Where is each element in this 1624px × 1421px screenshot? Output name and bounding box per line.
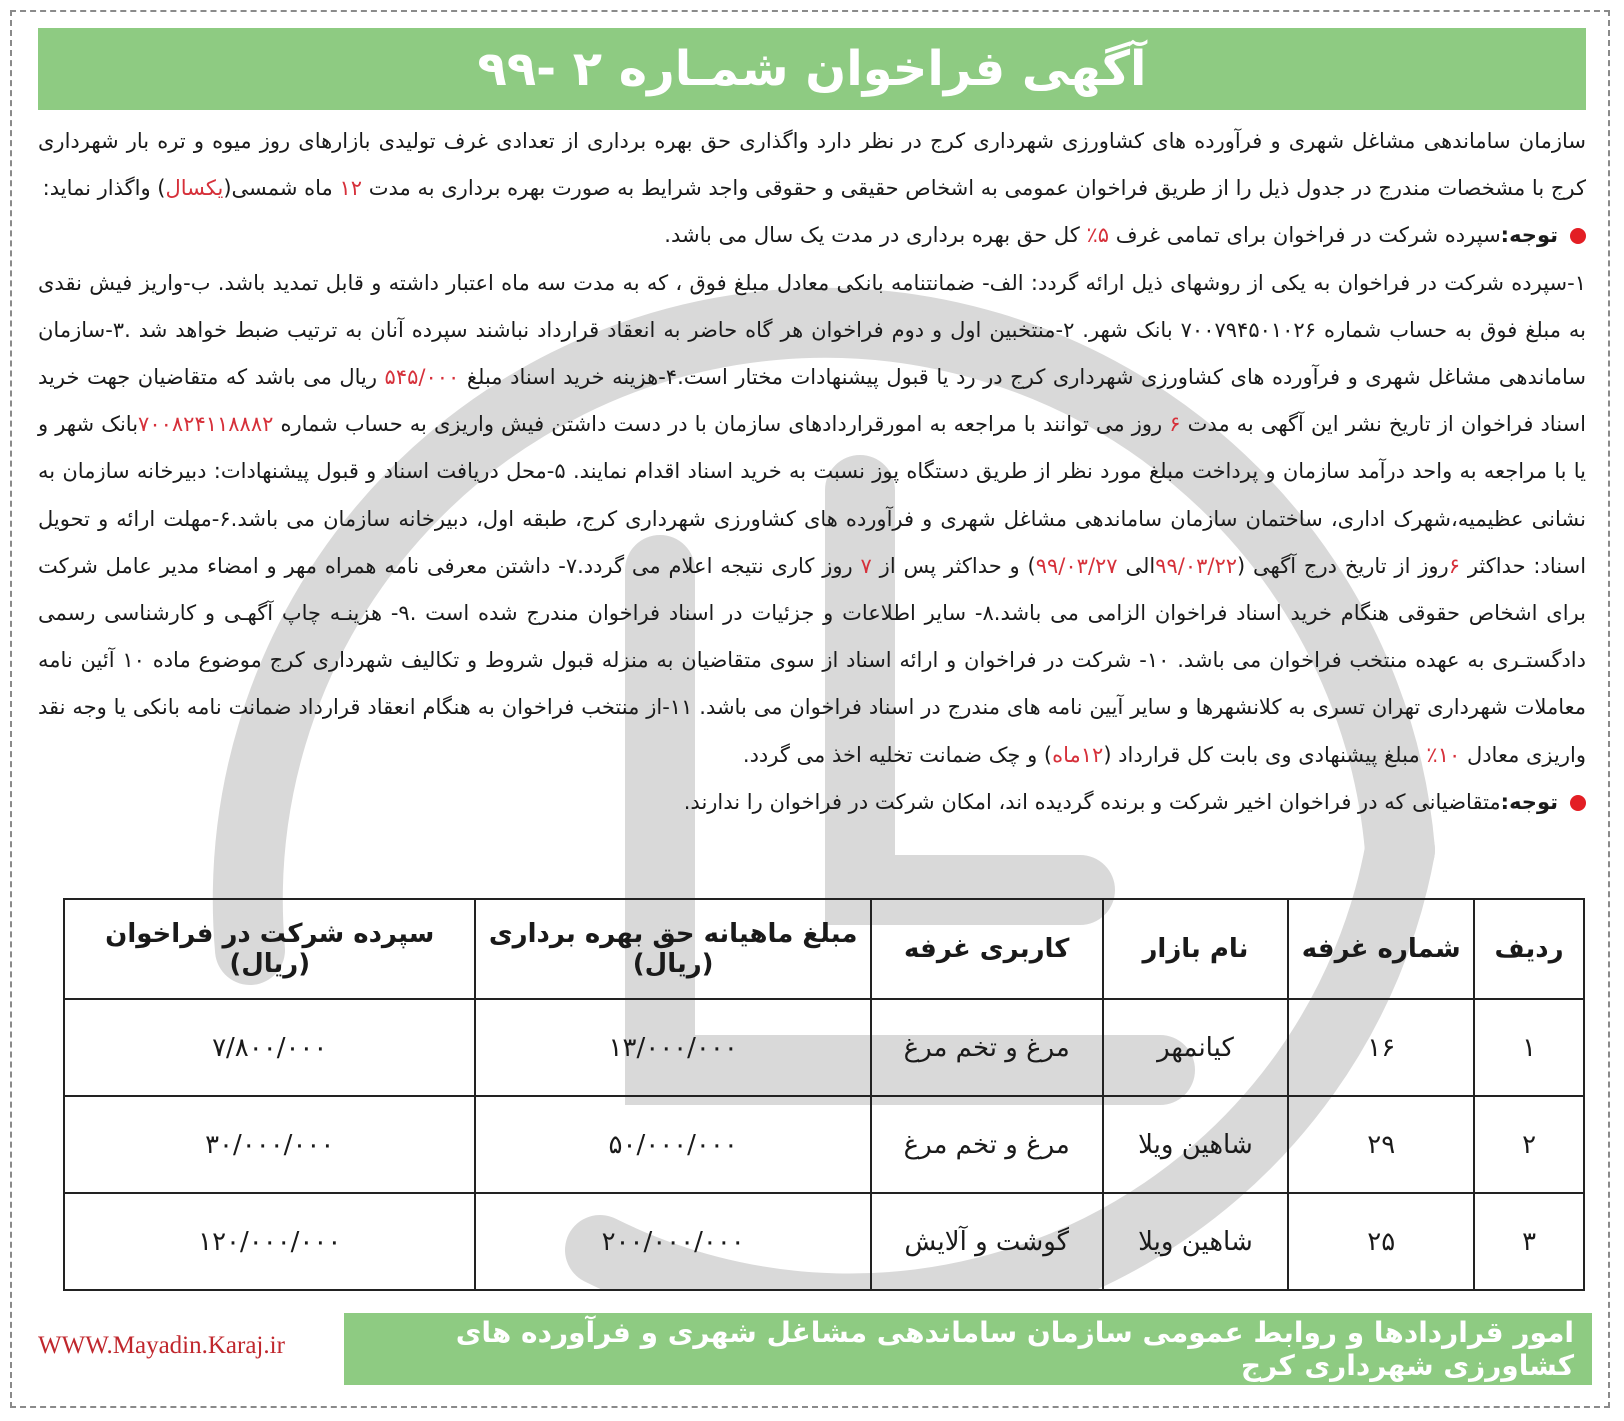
website-link[interactable]: WWW.Mayadin.Karaj.ir xyxy=(38,1332,285,1359)
intro-text-3: ) واگذار نماید: xyxy=(42,176,166,201)
cell-deposit: ۷/۸۰۰/۰۰۰ xyxy=(64,999,475,1096)
conditions-text-9: مبلغ پیشنهادی وی بابت کل قرارداد ( xyxy=(1103,742,1420,767)
note-1-text-2: کل حق بهره برداری در مدت یک سال می باشد. xyxy=(664,223,1080,248)
intro-one-year: یکسال xyxy=(165,176,224,201)
header-deposit: سپرده شرکت در فراخوان (ریال) xyxy=(64,899,475,999)
account-number: ۷۰۰۸۲۴۱۱۸۸۸۲ xyxy=(138,412,274,437)
conditions-text-8: روز کاری نتیجه اعلام می گردد.۷- داشتن معرفی نامه همراه مهر و امضاء مدیر عامل شرکت برای اشخاص حقوقی هنگام خرید اسناد فراخوان الزامی می باشد.۸- سایر اطلاعات و جزئیات در اسناد فراخوان مندرج شده است .۹- هزینـه چاپ آگهـی و کارشناسی رسمی دادگستـری به عهده منتخب فراخوان می باشد. ۱۰- شرکت در فراخوان و ارائه اسناد از سوی متقاضیان به منزله قبول شروط و تکالیف شهرداری کرج موضوع ماده ۱۰ آئین نامه معاملات شهرداری تهران تسری به کلانشهرها و سایر آیین نامه های مندرج در اسناد فراخوان می باشد. ۱۱-از منتخب فراخوان به هنگام انعقاد قرارداد ضمانت نامه بانکی یا وجه نقد واریزی معادل xyxy=(38,553,1587,767)
header-booth-usage: کاربری غرفه xyxy=(871,899,1103,999)
conditions-text-3: روز می توانند با مراجعه به امورقراردادهای سازمان با در دست داشتن فیش واریزی به حساب شماره xyxy=(280,412,1163,437)
table-row xyxy=(64,1096,1584,1193)
cell-booth-number: ۲۵ xyxy=(1288,1193,1474,1290)
cell-deposit: ۳۰/۰۰۰/۰۰۰ xyxy=(64,1096,475,1193)
intro-text-1: سازمان ساماندهی مشاغل شهری و فرآورده های کشاورزی شهرداری کرج در نظر دارد واگذاری حق بهره برداری از تعدادی غرف تولیدی بازارهای روز میوه و تره بار شهرداری کرج با مشخصات مندرج در جدول ذیل را از طریق فراخوان عمومی به اشخاص حقیقی و حقوقی واجد شرایط به صورت بهره برداری به مدت xyxy=(38,129,1586,201)
table-row xyxy=(64,999,1584,1096)
cell-row-number: ۲ xyxy=(1474,1096,1584,1193)
note-1-text-1: سپرده شرکت در فراخوان برای تمامی غرف xyxy=(1115,223,1501,248)
conditions-text-2: ریال می باشد که متقاضیان جهت خرید اسناد فراخوان از تاریخ نشر این آگهی به مدت xyxy=(38,365,1586,437)
announcement-body xyxy=(38,118,1586,826)
note-2 xyxy=(38,779,1586,826)
conditions-paragraph xyxy=(38,260,1586,779)
intro-months: ۱۲ xyxy=(339,176,363,201)
intro-paragraph xyxy=(38,118,1586,212)
announcement-title: آگهی فراخوان شمـاره ۲ -۹۹ xyxy=(477,41,1147,97)
cell-market-name: کیانمهر xyxy=(1103,999,1289,1096)
conditions-text-6: الی xyxy=(1125,553,1156,578)
header-row-number: ردیف xyxy=(1474,899,1584,999)
conditions-text-7: ) و حداکثر پس از xyxy=(879,553,1036,578)
submission-days: ۶ xyxy=(1448,553,1460,578)
conditions-text-4: بانک شهر و یا با مراجعه به واحد درآمد سازمان و پرداخت مبلغ مورد نظر از طریق دستگاه پوز نسبت به خرید اسناد اقدام نمایند. ۵-محل دریافت اسناد و قبول پیشنهادات: دبیرخانه سازمان به نشانی عظیمیه،شهرک اداری، ساختمان سازمان ساماندهی مشاغل شهری و فرآورده های کشاورزی شهرداری کرج، طبقه اول، دبیرخانه سازمان می باشد.۶-مهلت ارائه و تحویل اسناد: حداکثر xyxy=(38,412,1587,578)
footer-bar xyxy=(344,1313,1592,1385)
result-days: ۷ xyxy=(860,553,872,578)
note-1-percent: ۵٪ xyxy=(1086,223,1110,248)
red-bullet-icon xyxy=(1570,795,1586,811)
contract-months: ۱۲ماه xyxy=(1052,742,1104,767)
date-to: ۹۹/۰۳/۲۷ xyxy=(1035,553,1118,578)
conditions-text-5: روز از تاریخ درج آگهی ( xyxy=(1237,553,1449,578)
conditions-text-10: ) و چک ضمانت تخلیه اخذ می گردد. xyxy=(742,742,1053,767)
cell-market-name: شاهین ویلا xyxy=(1103,1193,1289,1290)
header-market-name: نام بازار xyxy=(1103,899,1289,999)
guarantee-percent: ۱۰٪ xyxy=(1426,742,1461,767)
cell-row-number: ۳ xyxy=(1474,1193,1584,1290)
note-2-text: متقاضیانی که در فراخوان اخیر شرکت و برنده گردیده اند، امکان شرکت در فراخوان را ندارند. xyxy=(683,789,1501,814)
footer-organization: امور قراردادها و روابط عمومی سازمان ساماندهی مشاغل شهری و فرآورده های کشاورزی شهرداری کرج xyxy=(455,1316,1574,1382)
date-from: ۹۹/۰۳/۲۲ xyxy=(1155,553,1238,578)
table-row xyxy=(64,1193,1584,1290)
cell-booth-usage: گوشت و آلایش xyxy=(871,1193,1103,1290)
cell-deposit: ۱۲۰/۰۰۰/۰۰۰ xyxy=(64,1193,475,1290)
cell-booth-usage: مرغ و تخم مرغ xyxy=(871,999,1103,1096)
purchase-days: ۶ xyxy=(1169,412,1181,437)
note-1-label: توجه: xyxy=(1500,223,1558,248)
cell-row-number: ۱ xyxy=(1474,999,1584,1096)
conditions-text-1: ۱-سپرده شرکت در فراخوان به یکی از روشهای ذیل ارائه گردد: الف- ضمانتنامه بانکی معادل مبلغ فوق ، که به مدت سه ماه اعتبار داشته و قابل تمدید باشد. ب-واریز فیش نقدی به مبلغ فوق به حساب شماره ۷۰۰۷۹۴۵۰۱۰۲۶ بانک شهر. ۲-منتخبین اول و دوم فراخوان هر گاه حاضر به انعقاد قرارداد نباشند سپرده آنان به ترتیب ضبط خواهد شد .۳-سازمان ساماندهی مشاغل شهری و فرآورده های کشاورزی شهرداری کرج در رد یا قبول پیشنهادات مختار است.۴-هزینه خرید اسناد مبلغ xyxy=(38,270,1586,390)
cell-monthly-fee: ۵۰/۰۰۰/۰۰۰ xyxy=(475,1096,870,1193)
cell-booth-number: ۱۶ xyxy=(1288,999,1474,1096)
cell-market-name: شاهین ویلا xyxy=(1103,1096,1289,1193)
header-monthly-fee: مبلغ ماهیانه حق بهره برداری (ریال) xyxy=(475,899,870,999)
booths-table xyxy=(63,898,1585,1291)
cell-booth-number: ۲۹ xyxy=(1288,1096,1474,1193)
cell-monthly-fee: ۱۳/۰۰۰/۰۰۰ xyxy=(475,999,870,1096)
document-price: ۵۴۵/۰۰۰ xyxy=(384,365,460,390)
note-2-label: توجه: xyxy=(1500,789,1558,814)
cell-monthly-fee: ۲۰۰/۰۰۰/۰۰۰ xyxy=(475,1193,870,1290)
intro-text-2: ماه شمسی( xyxy=(223,176,333,201)
red-bullet-icon xyxy=(1570,228,1586,244)
announcement-title-bar xyxy=(38,28,1586,110)
note-1 xyxy=(38,212,1586,259)
header-booth-number: شماره غرفه xyxy=(1288,899,1474,999)
table-header-row xyxy=(64,899,1584,999)
cell-booth-usage: مرغ و تخم مرغ xyxy=(871,1096,1103,1193)
